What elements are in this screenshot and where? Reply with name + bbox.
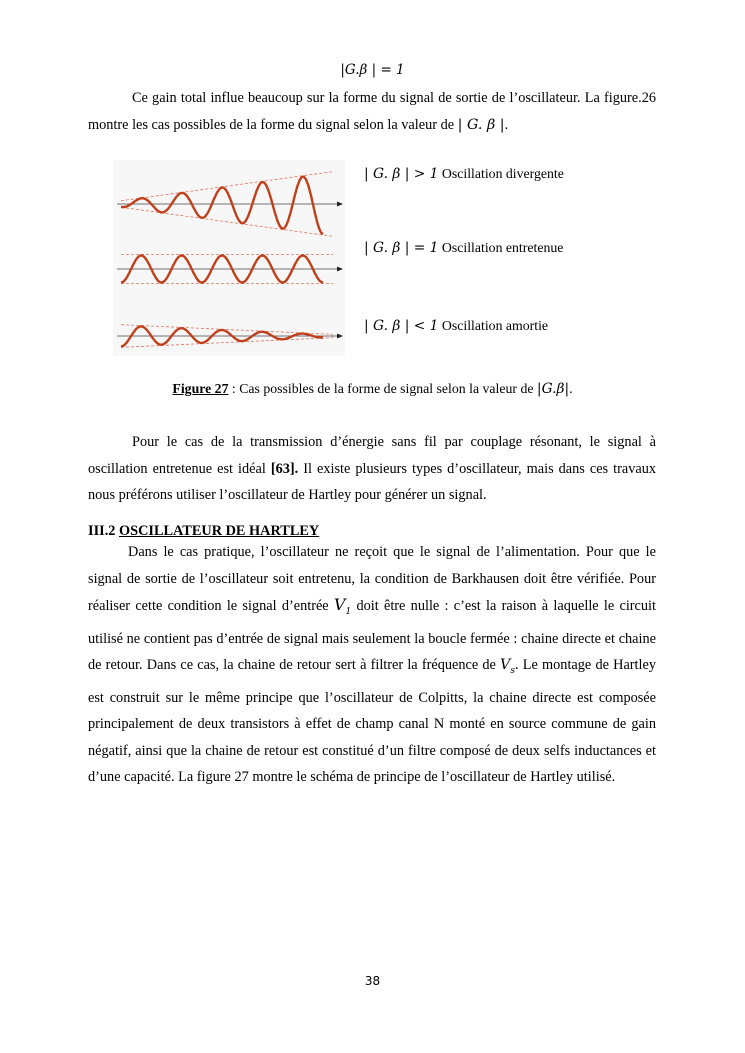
- p1-math: | G. β |: [457, 116, 505, 133]
- vs-symbol: $V_s$: [500, 657, 515, 677]
- caption-text: : Cas possibles de la forme de signal selon la valeur de: [228, 381, 537, 396]
- p1-text-a: Ce gain total influe beaucoup sur la forme du signal de sortie de l’oscillateur. La figure.26 montre les cas possibles de la forme du signal selon la valeur de: [88, 90, 656, 133]
- section-heading: III.2 OSCILLATEUR DE HARTLEY: [88, 523, 320, 539]
- figure-caption: Figure 27 : Cas possibles de la forme de signal selon la valeur de |G.β|.: [172, 381, 573, 397]
- equation-gain-unity: |G.β | = 1: [340, 62, 405, 78]
- figure-label-damped: | G. β | < 1 Oscillation amortie: [364, 318, 549, 334]
- paragraph-hartley: Dans le cas pratique, l’oscillateur ne reçoit que le signal de l’alimentation. Pour que le signal de sortie de l’oscillateur soit entretenu, la condition de Barkhausen doit être vérifiée. Pour réaliser cette condition le signal d’entrée $V_1$ doit être nulle : c’est la raison à laquelle le circuit utilisé ne contient pas d’entrée de signal mais seulement la boucle fermée : chaine directe et chaine de retour. Dans ce cas, la chaine de retour sert à filtrer la fréquence de $V_s$. Le montage de Hartley est construit sur le même principe que l’oscillateur de Colpitts, la chaine directe est composée principalement de deux transistors à effet de champ canal N monté en source commune de gain négatif, ainsi que la chaine de retour est constitué d’un filtre composé de deux selfs inductances et d’une capacité. La figure 27 montre le schéma de principe de l’oscillateur de Hartley utilisé.: [88, 544, 656, 786]
- figure-label-sustained: | G. β | = 1 Oscillation entretenue: [364, 240, 564, 256]
- page-number: 38: [364, 974, 381, 988]
- figure-label-divergent: | G. β | > 1 Oscillation divergente: [364, 166, 564, 182]
- citation: [63].: [270, 460, 299, 477]
- caption-ref: Figure 27: [172, 381, 229, 396]
- oscillation-figure: [113, 160, 345, 356]
- paragraph-transmission: Pour le cas de la transmission d’énergie sans fil par couplage résonant, le signal à oscillation entretenue est idéal [63]. Il existe plusieurs types d’oscillateur, mais dans ces travaux nous préférons utiliser l’oscillateur de Hartley pour générer un signal.: [88, 434, 656, 503]
- caption-math: |G.β|: [536, 381, 570, 397]
- paragraph-gain-intro: [88, 85, 656, 138]
- p1-text-b: .: [504, 116, 509, 133]
- v1-symbol: $V_1$: [333, 595, 352, 618]
